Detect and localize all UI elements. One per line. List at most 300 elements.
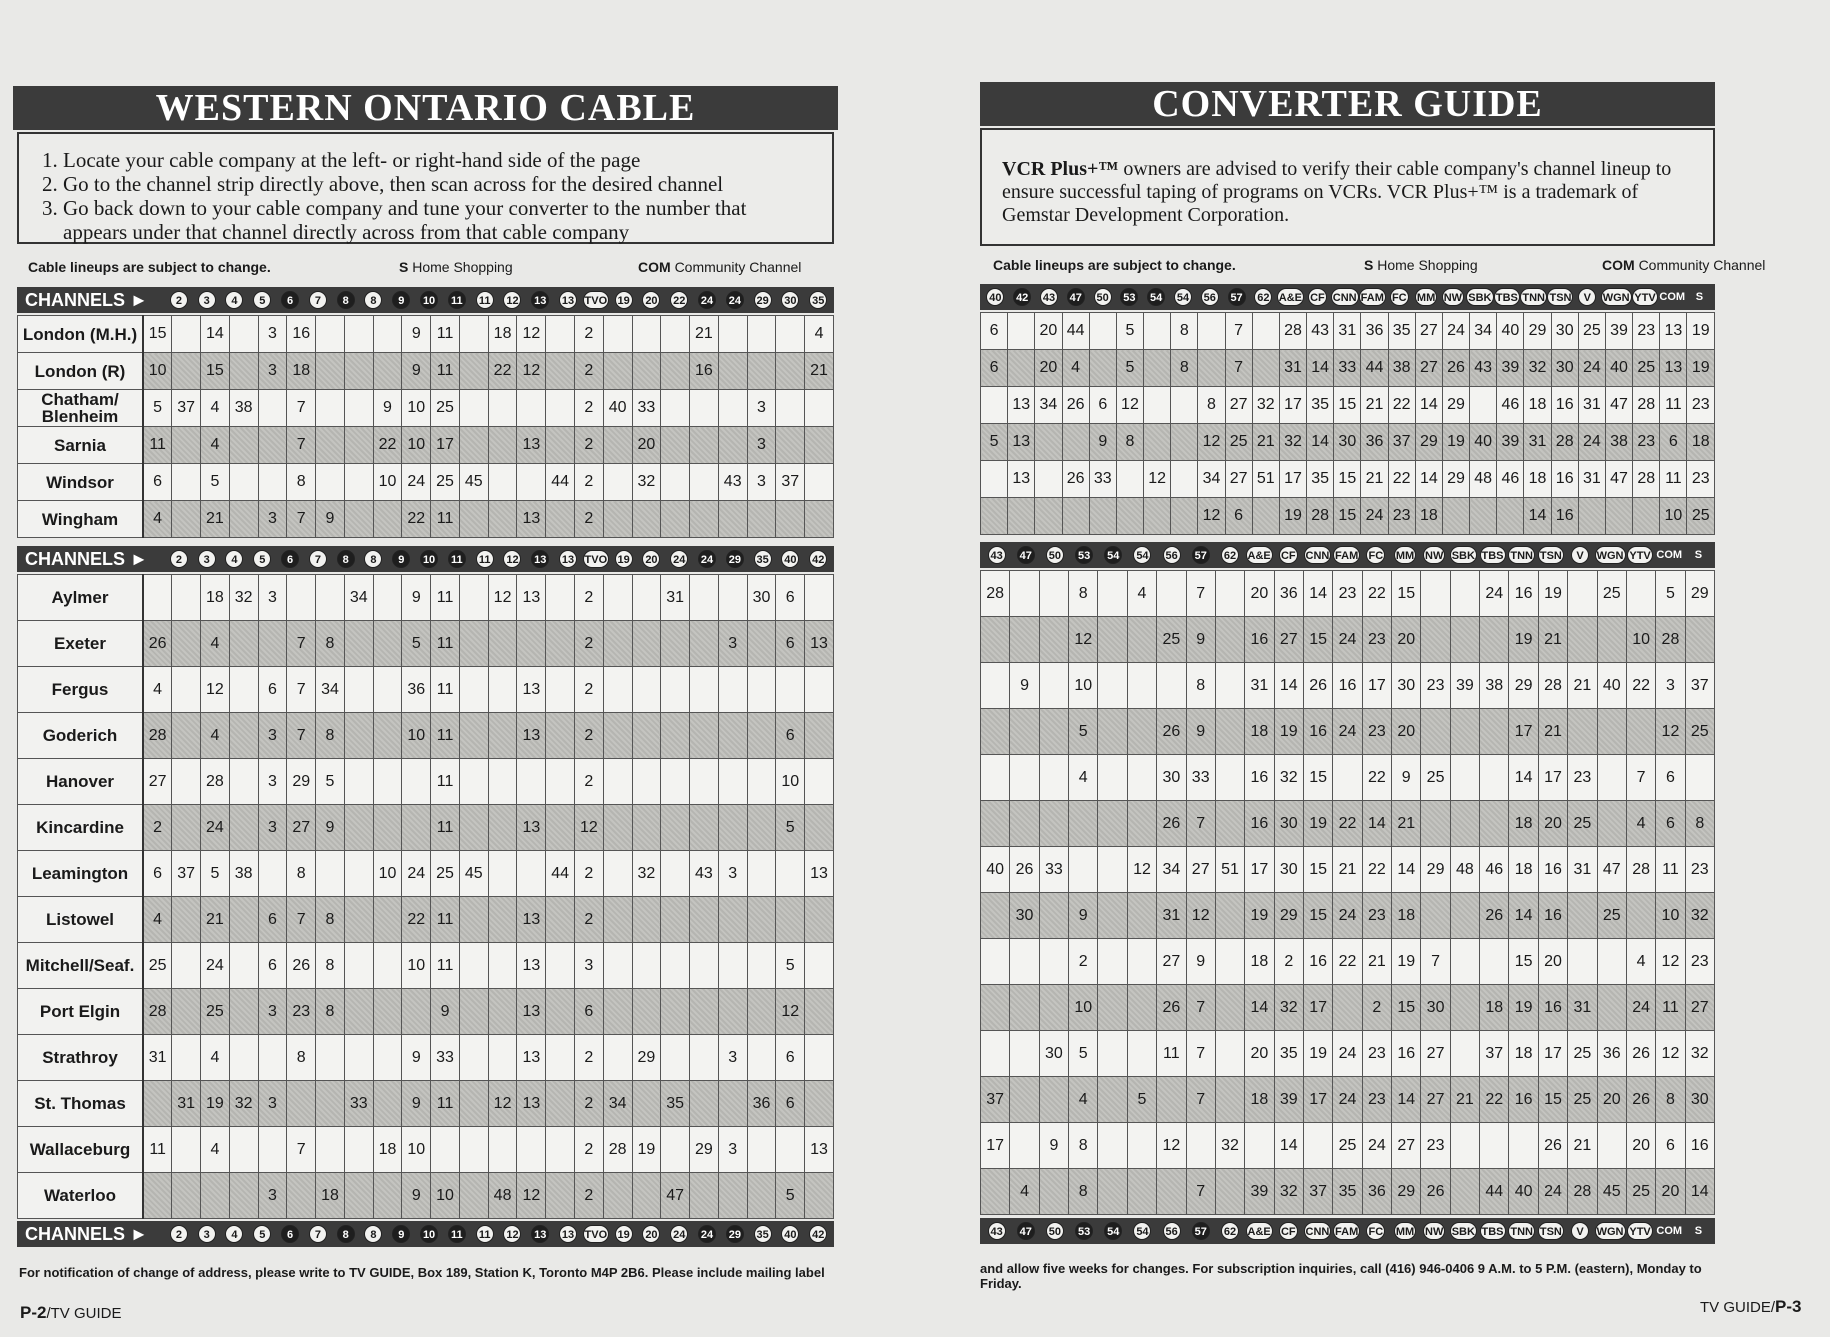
- channel-chip: TNN: [1508, 1222, 1535, 1240]
- channel-chip: 24: [698, 1225, 716, 1243]
- channel-cell: [488, 621, 517, 667]
- channel-cell: 3: [574, 943, 603, 989]
- channel-cell: [546, 989, 575, 1035]
- channel-cell: [344, 464, 373, 501]
- channel-cell: 10: [1660, 498, 1687, 535]
- channel-cell: [488, 759, 517, 805]
- channel-cell: [690, 667, 719, 713]
- channel-cell: [459, 390, 488, 427]
- channel-cell: [1039, 755, 1068, 801]
- channel-cell: [1010, 939, 1039, 985]
- channel-cell: [459, 1081, 488, 1127]
- channel-cell: 48: [1450, 847, 1479, 893]
- channel-cell: 27: [143, 759, 172, 805]
- channel-cell: 6: [1656, 755, 1685, 801]
- channel-cell: [1008, 498, 1035, 535]
- channel-cell: 12: [1198, 498, 1225, 535]
- lineup-row: [18, 713, 834, 759]
- channel-cell: [632, 759, 661, 805]
- channel-cell: [776, 667, 805, 713]
- channel-cell: 18: [1480, 985, 1509, 1031]
- channel-chip: CNN: [1304, 1222, 1332, 1240]
- channel-cell: [747, 1035, 776, 1081]
- channel-cell: 19: [1392, 939, 1421, 985]
- lineup-row: [18, 759, 834, 805]
- com-key: COM: [1602, 257, 1635, 273]
- channel-cell: 18: [1509, 1031, 1538, 1077]
- channel-cell: [1450, 571, 1479, 617]
- footer-text: For notification of change of address, please write to TV GUIDE, Box 189, Station K, Toronto M4P 2B6. Please include mailing label: [19, 1265, 825, 1280]
- channel-cell: [747, 713, 776, 759]
- channel-cell: [1144, 387, 1171, 424]
- channel-cell: [488, 805, 517, 851]
- channel-cell: [1062, 424, 1089, 461]
- channel-cell: 4: [201, 427, 230, 464]
- channel-cell: [258, 1127, 287, 1173]
- channel-cell: 16: [1538, 893, 1567, 939]
- channel-cell: [1421, 617, 1450, 663]
- channel-cell: 28: [1626, 847, 1655, 893]
- channel-cell: [143, 575, 172, 621]
- channel-cell: 26: [1157, 985, 1186, 1031]
- channel-cell: 15: [1303, 617, 1332, 663]
- channel-cell: 22: [402, 501, 431, 538]
- channel-cell: 17: [1245, 847, 1274, 893]
- channel-cell: 35: [1307, 387, 1334, 424]
- channel-cell: 3: [718, 621, 747, 667]
- lineup-row: [981, 350, 1715, 387]
- channel-cell: [546, 943, 575, 989]
- channel-cell: 10: [1069, 663, 1098, 709]
- channel-cell: 16: [1551, 498, 1578, 535]
- channel-cell: 15: [1538, 1077, 1567, 1123]
- channel-cell: 3: [258, 501, 287, 538]
- channel-cell: [747, 1173, 776, 1219]
- channel-cell: 29: [1415, 424, 1442, 461]
- channel-cell: [661, 1035, 690, 1081]
- cable-company-name: Aylmer: [18, 575, 144, 621]
- cable-company-name: Wingham: [18, 501, 144, 538]
- channel-cell: 18: [316, 1173, 345, 1219]
- channel-cell: [229, 427, 258, 464]
- channel-cell: 23: [1421, 1123, 1450, 1169]
- channel-cell: 5: [1127, 1077, 1156, 1123]
- channel-cell: [517, 759, 546, 805]
- channel-cell: [690, 575, 719, 621]
- channel-chip: A&E: [1277, 288, 1304, 306]
- channel-cell: 9: [373, 390, 402, 427]
- channel-chip: 54: [1133, 1222, 1151, 1240]
- channel-cell: 13: [1008, 424, 1035, 461]
- channel-cell: [316, 316, 345, 353]
- channel-cell: [459, 427, 488, 464]
- channel-cell: [1039, 617, 1068, 663]
- channel-cell: [1605, 498, 1632, 535]
- channel-cell: 13: [517, 1081, 546, 1127]
- channel-cell: 24: [1333, 617, 1362, 663]
- channel-cell: [1098, 755, 1127, 801]
- channel-chip: 54: [1133, 546, 1151, 564]
- channel-cell: [661, 501, 690, 538]
- channel-cell: [1509, 1123, 1538, 1169]
- channel-cell: [632, 989, 661, 1035]
- channel-cell: [1008, 350, 1035, 387]
- channel-cell: 6: [1656, 801, 1685, 847]
- channel-cell: 30: [1392, 663, 1421, 709]
- channel-cell: 10: [776, 759, 805, 805]
- channel-cell: 28: [603, 1127, 632, 1173]
- channel-cell: [718, 667, 747, 713]
- channel-cell: [229, 667, 258, 713]
- channel-cell: 7: [287, 1127, 316, 1173]
- channel-chip: 57: [1228, 288, 1246, 306]
- channel-cell: [661, 1127, 690, 1173]
- channel-cell: [1685, 755, 1714, 801]
- channel-cell: 34: [316, 667, 345, 713]
- cable-company-name: Hanover: [18, 759, 144, 805]
- s-key: S: [399, 259, 409, 275]
- channel-cell: 26: [1157, 709, 1186, 755]
- channel-cell: [805, 989, 834, 1035]
- channel-cell: [373, 316, 402, 353]
- channel-cell: 4: [1069, 755, 1098, 801]
- channel-chip: 3: [198, 1225, 216, 1243]
- channel-cell: 43: [1307, 313, 1334, 350]
- lineup-row: [18, 464, 834, 501]
- channel-chip: A&E: [1246, 1222, 1273, 1240]
- channel-cell: 32: [1215, 1123, 1244, 1169]
- channel-chip: NW: [1442, 288, 1464, 306]
- channel-cell: [1127, 1031, 1156, 1077]
- channel-cell: 5: [201, 851, 230, 897]
- channel-cell: [776, 353, 805, 390]
- channel-cell: [1010, 1123, 1039, 1169]
- channel-cell: 7: [1626, 755, 1655, 801]
- lineup-row: [981, 313, 1715, 350]
- channel-cell: [805, 427, 834, 464]
- channel-cell: [229, 501, 258, 538]
- channel-cell: 24: [1333, 709, 1362, 755]
- channel-cell: 7: [287, 713, 316, 759]
- channel-cell: 9: [402, 1035, 431, 1081]
- channel-cell: 26: [1062, 387, 1089, 424]
- channel-cell: 18: [373, 1127, 402, 1173]
- channel-cell: 30: [1551, 350, 1578, 387]
- channel-cell: 11: [431, 1081, 460, 1127]
- channel-chip: CF: [1308, 288, 1327, 306]
- channel-cell: 23: [1687, 387, 1715, 424]
- channel-cell: 24: [1480, 571, 1509, 617]
- lineup-row: [18, 501, 834, 538]
- channel-cell: 11: [431, 621, 460, 667]
- channel-cell: 8: [316, 621, 345, 667]
- channel-cell: 6: [1660, 424, 1687, 461]
- channel-cell: [1039, 939, 1068, 985]
- channel-cell: [1098, 571, 1127, 617]
- channel-cell: [1421, 801, 1450, 847]
- channel-cell: 3: [718, 1035, 747, 1081]
- channel-cell: [402, 989, 431, 1035]
- channel-cell: 2: [574, 1081, 603, 1127]
- channel-cell: 11: [431, 713, 460, 759]
- channel-cell: [1252, 350, 1279, 387]
- channel-chip: 47: [1017, 1222, 1035, 1240]
- channel-cell: 9: [1069, 893, 1098, 939]
- channel-cell: 46: [1497, 387, 1524, 424]
- channel-cell: 9: [1089, 424, 1116, 461]
- channel-cell: [718, 943, 747, 989]
- channel-cell: 16: [1509, 1077, 1538, 1123]
- channel-cell: [172, 897, 201, 943]
- channel-chip: 7: [309, 550, 327, 568]
- channel-cell: [718, 805, 747, 851]
- channel-chip: 6: [281, 550, 299, 568]
- cable-company-name: Waterloo: [18, 1173, 144, 1219]
- channel-cell: [776, 390, 805, 427]
- channel-chip: 56: [1163, 1222, 1181, 1240]
- notes-community-channel: [638, 259, 801, 275]
- channel-chip: 57: [1192, 1222, 1210, 1240]
- channel-cell: 21: [1361, 461, 1388, 498]
- channel-cell: 9: [1186, 709, 1215, 755]
- channel-cell: 30: [1039, 1031, 1068, 1077]
- channel-cell: 24: [1333, 1031, 1362, 1077]
- channel-cell: [546, 316, 575, 353]
- channel-chip: 35: [754, 1225, 772, 1243]
- channel-cell: [143, 1173, 172, 1219]
- channel-chip: NW: [1423, 1222, 1445, 1240]
- channel-cell: 8: [1171, 313, 1198, 350]
- channel-cell: 22: [488, 353, 517, 390]
- channel-cell: [1186, 1123, 1215, 1169]
- channel-cell: [661, 464, 690, 501]
- channel-cell: 8: [1069, 1123, 1098, 1169]
- channel-cell: 5: [201, 464, 230, 501]
- channel-cell: 7: [287, 667, 316, 713]
- channel-cell: [488, 464, 517, 501]
- channel-chip: YTV: [1627, 546, 1652, 564]
- channel-cell: 44: [1480, 1169, 1509, 1215]
- channel-cell: 23: [1362, 617, 1391, 663]
- channel-cell: 13: [517, 943, 546, 989]
- channel-cell: 44: [1361, 350, 1388, 387]
- channel-cell: 36: [1361, 313, 1388, 350]
- channel-cell: [632, 1081, 661, 1127]
- channel-cell: [402, 805, 431, 851]
- channel-cell: [1450, 709, 1479, 755]
- channel-cell: [747, 621, 776, 667]
- lineup-row: [981, 387, 1715, 424]
- channel-cell: [1568, 939, 1597, 985]
- channel-cell: 13: [1008, 387, 1035, 424]
- lineup-row: [18, 390, 834, 427]
- channel-cell: [546, 353, 575, 390]
- channel-cell: [632, 713, 661, 759]
- channel-cell: 32: [632, 464, 661, 501]
- channel-cell: 24: [1626, 985, 1655, 1031]
- channel-cell: [661, 897, 690, 943]
- channel-chip: TVO: [583, 550, 610, 568]
- channel-chip: 24: [698, 291, 716, 309]
- channel-cell: [1010, 755, 1039, 801]
- channel-cell: 4: [201, 713, 230, 759]
- channel-chip: 42: [809, 1225, 827, 1243]
- channel-cell: [1116, 498, 1143, 535]
- channel-chip: 5: [253, 550, 271, 568]
- intro-text: owners are advised to verify their cable company's channel lineup to ensure successful taping of programs on VCRs. VCR Plus+™ is a trademark of Gemstar Development Corporation.: [1002, 158, 1672, 226]
- channel-cell: [459, 575, 488, 621]
- lineup-row: [981, 617, 1715, 663]
- channel-cell: [229, 713, 258, 759]
- channel-cell: [172, 1173, 201, 1219]
- channel-cell: 19: [1509, 617, 1538, 663]
- channel-cell: [1098, 1031, 1127, 1077]
- channel-strip: [980, 542, 1715, 568]
- channel-chip: MM: [1394, 1222, 1416, 1240]
- channel-cell: 23: [287, 989, 316, 1035]
- channel-cell: 5: [1069, 1031, 1098, 1077]
- channel-cell: 28: [1279, 313, 1306, 350]
- channel-cell: 24: [1361, 498, 1388, 535]
- channel-cell: 17: [1303, 985, 1332, 1031]
- channel-cell: 44: [546, 464, 575, 501]
- channel-cell: 23: [1687, 461, 1715, 498]
- channel-cell: [1010, 617, 1039, 663]
- channel-cell: [661, 943, 690, 989]
- channel-cell: 13: [517, 713, 546, 759]
- channel-cell: 3: [258, 575, 287, 621]
- channel-cell: 8: [1069, 571, 1098, 617]
- channel-cell: [172, 501, 201, 538]
- channel-cell: 20: [1656, 1169, 1685, 1215]
- channel-cell: 38: [229, 851, 258, 897]
- channel-cell: 33: [1186, 755, 1215, 801]
- channel-cell: 9: [1186, 617, 1215, 663]
- channel-cell: [517, 1127, 546, 1173]
- channel-cell: 39: [1605, 313, 1632, 350]
- channel-cell: 39: [1497, 350, 1524, 387]
- channel-cell: 27: [1685, 985, 1714, 1031]
- channel-cell: 37: [1685, 663, 1714, 709]
- channel-cell: 13: [517, 805, 546, 851]
- channel-cell: 22: [1333, 801, 1362, 847]
- channel-chip: CF: [1279, 1222, 1298, 1240]
- channel-cell: [1069, 801, 1098, 847]
- channel-cell: [1157, 571, 1186, 617]
- channel-cell: 18: [1245, 709, 1274, 755]
- channel-cell: 23: [1568, 755, 1597, 801]
- channel-cell: [546, 667, 575, 713]
- channel-cell: [690, 390, 719, 427]
- channel-cell: 14: [1415, 387, 1442, 424]
- channel-chip: 19: [615, 550, 633, 568]
- channel-cell: [344, 805, 373, 851]
- channel-cell: 16: [1303, 939, 1332, 985]
- channel-cell: 2: [1069, 939, 1098, 985]
- channel-cell: [805, 897, 834, 943]
- channel-cell: 12: [517, 353, 546, 390]
- channel-cell: [1597, 801, 1626, 847]
- channel-cell: 9: [402, 1081, 431, 1127]
- channel-cell: 5: [1116, 350, 1143, 387]
- channel-chip: 43: [1040, 288, 1058, 306]
- channel-cell: 6: [1089, 387, 1116, 424]
- channel-cell: 15: [1303, 847, 1332, 893]
- channel-cell: 7: [287, 427, 316, 464]
- channel-cell: [632, 316, 661, 353]
- channel-cell: 10: [373, 464, 402, 501]
- channel-cell: 48: [488, 1173, 517, 1219]
- channel-cell: [690, 1173, 719, 1219]
- channel-cell: 37: [981, 1077, 1010, 1123]
- channel-cell: 37: [172, 390, 201, 427]
- channel-cell: [316, 390, 345, 427]
- channel-cell: 21: [1361, 387, 1388, 424]
- channel-cell: 13: [517, 575, 546, 621]
- channel-cell: 28: [1633, 461, 1660, 498]
- channel-cell: 25: [1626, 1169, 1655, 1215]
- channel-cell: 22: [1362, 755, 1391, 801]
- channel-cell: 21: [1392, 801, 1421, 847]
- channel-cell: [344, 316, 373, 353]
- channel-cell: [690, 427, 719, 464]
- channel-cell: 2: [574, 621, 603, 667]
- lineup-row: [18, 1081, 834, 1127]
- lineup-row: [18, 943, 834, 989]
- channel-cell: 16: [1551, 461, 1578, 498]
- channel-cell: 6: [981, 350, 1008, 387]
- channel-cell: [603, 501, 632, 538]
- channel-cell: 16: [1245, 617, 1274, 663]
- channel-cell: 22: [373, 427, 402, 464]
- channel-cell: 35: [1388, 313, 1415, 350]
- channel-cell: 2: [574, 851, 603, 897]
- channel-cell: 22: [402, 897, 431, 943]
- channel-cell: [690, 759, 719, 805]
- channel-chip: 50: [1046, 1222, 1064, 1240]
- channel-chip: CNN: [1331, 288, 1359, 306]
- channel-cell: 14: [1415, 461, 1442, 498]
- channel-cell: 30: [1421, 985, 1450, 1031]
- page-number-text: TV GUIDE/: [1700, 1299, 1776, 1316]
- channel-cell: 10: [431, 1173, 460, 1219]
- channel-cell: 6: [1656, 1123, 1685, 1169]
- channel-cell: [1568, 709, 1597, 755]
- channel-chip: TNN: [1520, 288, 1547, 306]
- channel-cell: 5: [776, 943, 805, 989]
- channel-cell: 23: [1633, 313, 1660, 350]
- channel-cell: [603, 759, 632, 805]
- channel-cell: 33: [431, 1035, 460, 1081]
- channel-cell: 2: [143, 805, 172, 851]
- channel-cell: [1450, 893, 1479, 939]
- channel-cell: 29: [1274, 893, 1303, 939]
- channel-cell: 22: [1388, 461, 1415, 498]
- channel-cell: 4: [201, 621, 230, 667]
- channel-cell: [1245, 1123, 1274, 1169]
- channel-cell: [690, 464, 719, 501]
- channel-chip: 43: [988, 546, 1006, 564]
- channel-cell: 25: [431, 464, 460, 501]
- channel-cell: 26: [1626, 1077, 1655, 1123]
- channel-chip: 7: [309, 291, 327, 309]
- channel-cell: [718, 1081, 747, 1127]
- page-number: [1700, 1297, 1801, 1317]
- channel-cell: [1450, 617, 1479, 663]
- channel-cell: [805, 1081, 834, 1127]
- channel-cell: [1568, 617, 1597, 663]
- channel-cell: [459, 501, 488, 538]
